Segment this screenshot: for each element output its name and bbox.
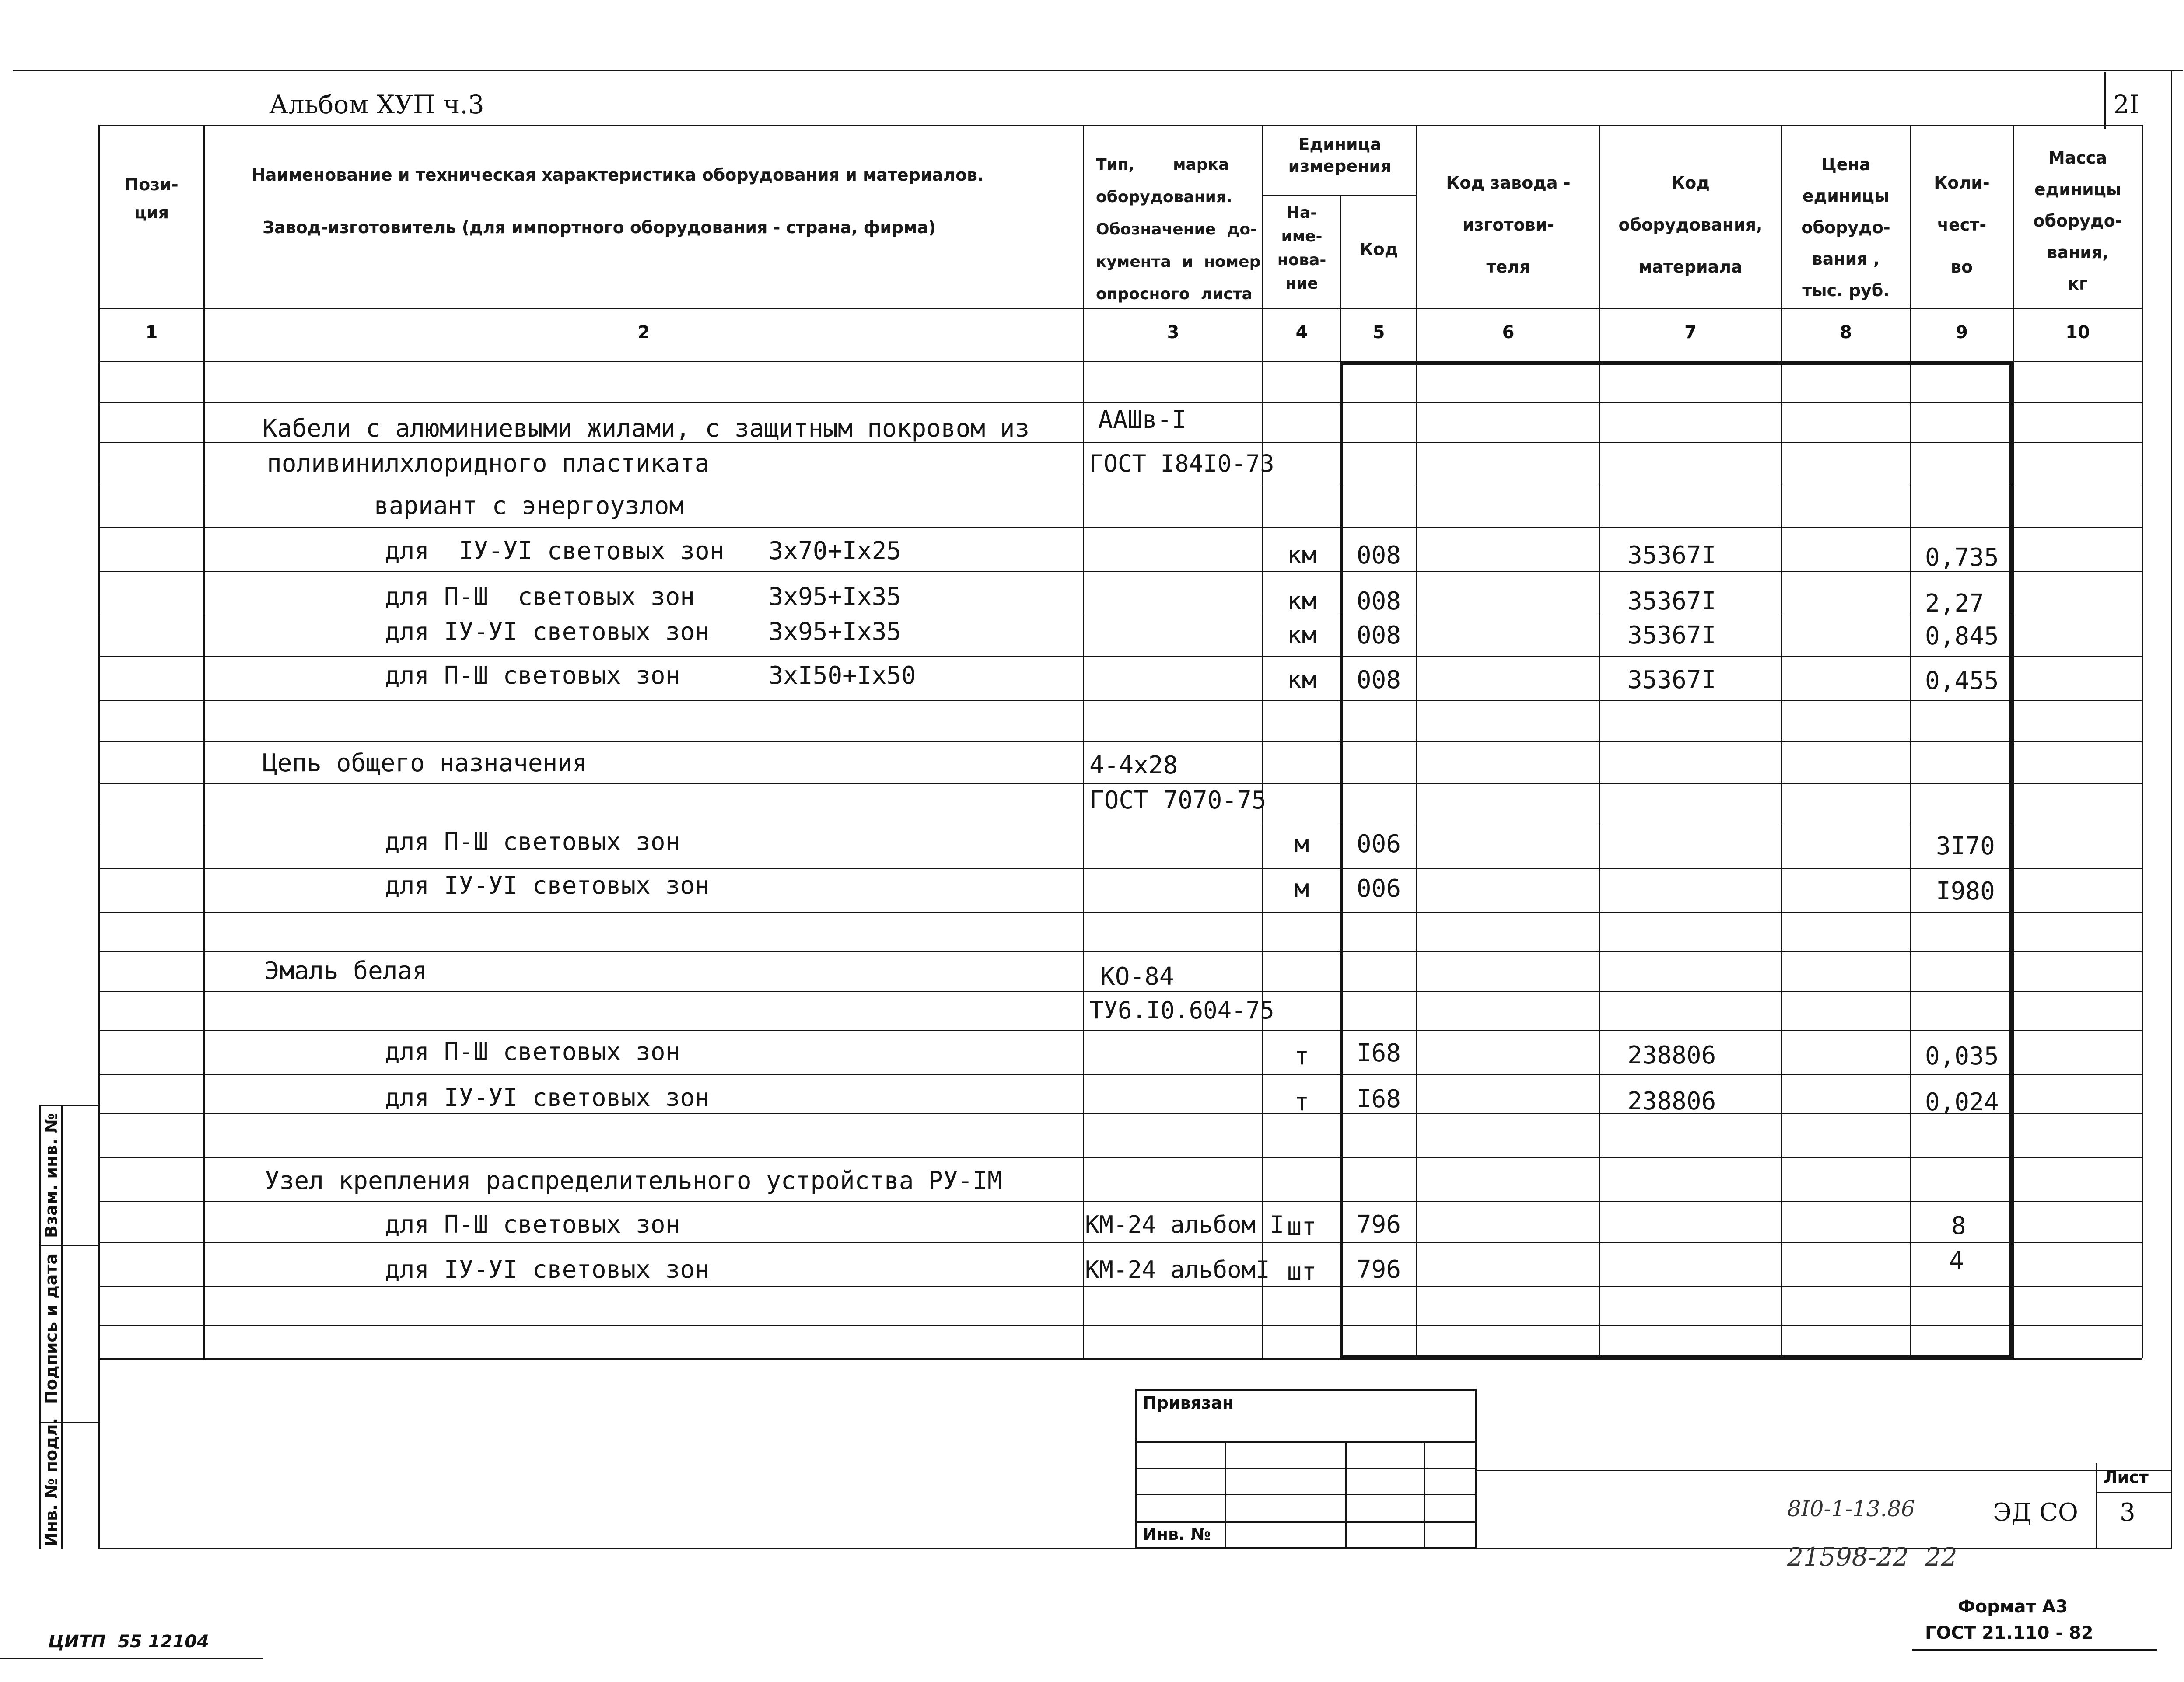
privyazan-line1	[1135, 1441, 1477, 1443]
table-top-line	[98, 125, 2142, 126]
table-row-qty: I980	[1936, 877, 1995, 906]
table-row-name: для IУ-УI световых зон	[385, 871, 710, 900]
privyazan-vline2	[1345, 1441, 1347, 1549]
table-row-qty: 0,735	[1925, 543, 1999, 572]
table-row-name: для П-Ш световых зон	[385, 1038, 680, 1066]
colnum-3: 3	[1167, 322, 1180, 343]
col9-right-line	[2012, 125, 2014, 1358]
table-row-name: для П-Ш световых зон	[385, 828, 680, 856]
table-bottom-line	[98, 1358, 2142, 1360]
privyazan-line3	[1135, 1494, 1477, 1495]
citp-label: ЦИТП 55 12104	[48, 1632, 209, 1652]
table-row-code: 008	[1356, 541, 1401, 570]
thick-zone-frame	[1340, 362, 2012, 1358]
table-row-code: 008	[1356, 587, 1401, 615]
table-row-unit: т	[1294, 1088, 1309, 1116]
table-row-code: I68	[1356, 1039, 1401, 1067]
table-row-qty: 8	[1951, 1212, 1966, 1240]
table-row-unit: м	[1294, 830, 1309, 858]
top-border-line	[13, 70, 2183, 71]
table-row-code: 006	[1356, 874, 1401, 903]
table-row-name: для П-Ш световых зон 3х95+Iх35	[385, 583, 902, 611]
table-row-name: вариант с энергоузлом	[374, 492, 684, 520]
privyazan-vline1	[1225, 1441, 1226, 1549]
table-row-unit: км	[1287, 621, 1317, 650]
side-stamp-left	[39, 1105, 41, 1549]
table-row-material: 35367I	[1628, 541, 1716, 570]
header-price: Цена единицы оборудо- вания , тыс. руб.	[1801, 155, 1890, 300]
table-row-type: 4-4х28	[1089, 751, 1178, 780]
colnum-8: 8	[1840, 322, 1852, 343]
right-border-line	[2171, 70, 2172, 1549]
corner-number: 2I	[2113, 90, 2139, 119]
format-label: Формат А3	[1958, 1597, 2068, 1617]
table-right-line	[2142, 125, 2143, 1358]
table-row-name: для П-Ш световых зон	[385, 1210, 680, 1239]
colnum-2: 2	[637, 322, 650, 343]
table-row-qty: 2,27	[1925, 589, 1984, 618]
table-row-material: 35367I	[1628, 621, 1716, 650]
doc-code: ЭД СО	[1993, 1498, 2078, 1527]
table-row-name: Узел крепления распределительного устройства РУ-IМ	[265, 1167, 1002, 1195]
table-row-name: Цепь общего назначения	[262, 749, 587, 777]
table-row-code: 008	[1356, 666, 1401, 694]
inv-no-label: Инв. №	[1143, 1525, 1211, 1544]
table-row-unit: км	[1287, 541, 1317, 570]
table-row-qty: 0,024	[1925, 1088, 1999, 1116]
gost-label: ГОСТ 21.110 - 82	[1925, 1623, 2093, 1643]
privyazan-line2	[1135, 1468, 1477, 1469]
privyazan-line4	[1135, 1521, 1477, 1523]
table-row-code: I68	[1356, 1085, 1401, 1113]
table-row-name: Эмаль белая	[265, 957, 427, 985]
table-row-qty: 0,455	[1925, 667, 1999, 695]
colnum-6: 6	[1502, 322, 1515, 343]
side-stamp-div1	[39, 1245, 100, 1246]
header-name-line2: Завод-изготовитель (для импортного оборудования - страна, фирма)	[262, 218, 936, 237]
col1-right-line	[203, 125, 205, 1358]
table-row-unit: шт	[1287, 1213, 1317, 1241]
table-row-type: ААШв-I	[1098, 406, 1187, 434]
header-unit-code: Код	[1359, 240, 1398, 259]
table-row-name: для IУ-УI световых зон 3х95+Iх35	[385, 618, 902, 646]
colnum-4: 4	[1295, 322, 1308, 343]
citp-underline	[0, 1658, 262, 1659]
table-row-material: 238806	[1628, 1041, 1716, 1070]
header-mass: Масса единицы оборудо- вания, кг	[2033, 148, 2122, 294]
table-row-material: 238806	[1628, 1087, 1716, 1116]
table-row-type: ТУ6.I0.604-75	[1089, 997, 1274, 1024]
table-row-unit: км	[1287, 666, 1317, 694]
table-row-qty: 4	[1949, 1247, 1964, 1275]
header-name-line1: Наименование и техническая характеристика оборудования и материалов.	[252, 165, 984, 185]
colnum-1: 1	[145, 322, 158, 343]
table-row-unit: шт	[1287, 1258, 1317, 1286]
gost-underline	[1912, 1649, 2157, 1651]
sheet-box-mid	[2096, 1492, 2172, 1493]
header-factory-code: Код завода - изготови- теля	[1446, 173, 1571, 276]
side-label-vzam: Взам. инв. №	[42, 1113, 61, 1238]
titleblock-top-line	[1477, 1470, 2172, 1471]
sheet-box-left	[2096, 1463, 2097, 1549]
side-stamp-mid	[61, 1105, 63, 1549]
doc-number: 8I0-1-13.86	[1787, 1496, 1915, 1521]
table-row-qty: 3I70	[1936, 832, 1995, 860]
table-row-qty: 0,845	[1925, 622, 1999, 650]
col3-right-line	[1262, 125, 1264, 1358]
bottom-handwritten-number: 21598-22 22	[1787, 1542, 1957, 1572]
corner-box-left	[2104, 72, 2106, 129]
col2-right-line	[1083, 125, 1084, 1358]
table-row-name: для IУ-УI световых зон	[385, 1255, 710, 1284]
privyazan-vline3	[1424, 1441, 1425, 1549]
colnum-7: 7	[1684, 322, 1697, 343]
table-row-code: 796	[1356, 1210, 1401, 1239]
table-row-unit: т	[1294, 1042, 1309, 1070]
table-row-name: для П-Ш световых зон 3хI50+Iх50	[385, 661, 916, 690]
table-row-code: 006	[1356, 830, 1401, 858]
header-material-code: Код оборудования, материала	[1618, 173, 1763, 276]
side-stamp-top	[39, 1105, 100, 1106]
unit-subheader-line	[1262, 195, 1416, 196]
table-row-type: ГОСТ I84I0-73	[1089, 450, 1274, 477]
table-row-unit: м	[1294, 874, 1309, 903]
sheet-number: 3	[2120, 1498, 2135, 1527]
privyazan-label: Привязан	[1143, 1393, 1234, 1413]
sheet-label: Лист	[2104, 1468, 2149, 1487]
table-row-type: КМ-24 альбомI	[1085, 1256, 1270, 1283]
table-row-name: для IУ-УI световых зон 3х70+Iх25	[385, 537, 902, 565]
table-row-type: КМ-24 альбом I	[1085, 1211, 1284, 1238]
header-position: Пози- ция	[125, 175, 178, 222]
colnum-10: 10	[2065, 322, 2090, 343]
table-row-unit: км	[1287, 587, 1317, 615]
table-row-qty: 0,035	[1925, 1042, 1999, 1070]
side-label-podpis: Подпись и дата	[42, 1253, 61, 1404]
header-unit-name: На- име- нова- ние	[1277, 204, 1326, 293]
table-row-material: 35367I	[1628, 666, 1716, 694]
table-row-material: 35367I	[1628, 587, 1716, 615]
table-row-type: ГОСТ 7070-75	[1089, 786, 1267, 815]
table-row-name: поливинилхлоридного пластиката	[267, 449, 710, 478]
table-row-code: 008	[1356, 621, 1401, 650]
table-row-type: КО-84	[1100, 962, 1174, 991]
side-label-inv-podl: Инв. № подл.	[42, 1417, 61, 1546]
colnum-5: 5	[1372, 322, 1385, 343]
table-row-name: Кабели с алюминиевыми жилами, с защитным покровом из	[262, 414, 1030, 443]
header-quantity: Коли- чест- во	[1934, 173, 1990, 276]
header-unit-group: Единица измерения	[1288, 135, 1392, 176]
colnum-9: 9	[1956, 322, 1968, 343]
album-title: Альбом ХУП ч.3	[269, 90, 484, 119]
table-row-code: 796	[1356, 1255, 1401, 1284]
table-row-name: для IУ-УI световых зон	[385, 1084, 710, 1112]
header-type: Тип, марка оборудования. Обозначение до- кумента и номер опросного листа	[1096, 156, 1261, 303]
